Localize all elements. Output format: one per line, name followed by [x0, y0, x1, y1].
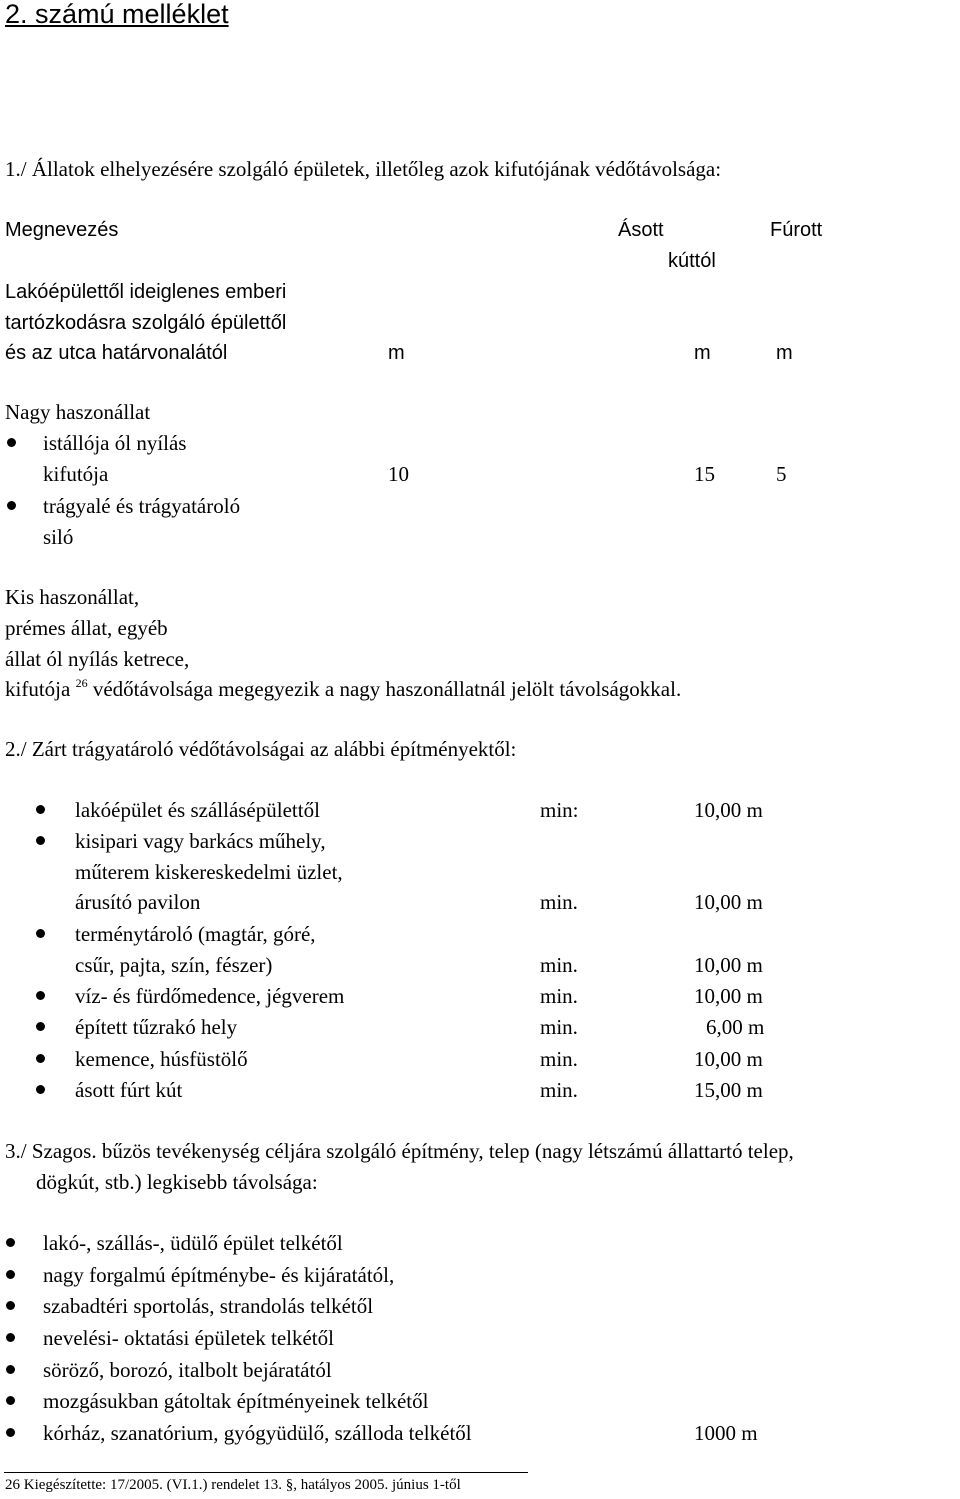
section2-item-label: lakóépület és szállásépülettől — [75, 798, 320, 822]
section3-item: kórház, szanatórium, gyógyüdülő, szálloda telkétől — [43, 1421, 472, 1445]
row3-line: prémes állat, egyéb — [5, 616, 168, 640]
header-megnevezes: Megnevezés — [5, 219, 119, 241]
row3-last-rest: védőtávolsága megegyezik a nagy haszonállatnál jelölt távolságokkal. — [92, 677, 682, 701]
footnote-separator — [4, 1472, 528, 1473]
row2-title: Nagy haszonállat — [5, 400, 151, 424]
bullet-icon — [36, 1022, 45, 1031]
section2-item-min: min. — [540, 1078, 578, 1102]
bullet-icon — [36, 991, 45, 1000]
section3-item: lakó-, szállás-, üdülő épület telkétől — [43, 1231, 343, 1255]
document-title: 2. számú melléklet — [5, 0, 229, 29]
footnote-ref[interactable]: 26 — [75, 676, 88, 690]
section2-item-min: min. — [540, 890, 578, 914]
row1-unit: m — [694, 342, 711, 364]
section2-item-min: min. — [540, 1015, 578, 1039]
section2-item-value: 10,00 m — [694, 984, 763, 1008]
footnote: 26 Kiegészítette: 17/2005. (VI.1.) rendelet 13. §, hatályos 2005. június 1-től — [5, 1477, 461, 1493]
section3-item: nagy forgalmú építménybe- és kijáratától, — [43, 1263, 395, 1287]
section3-item: söröző, borozó, italbolt bejáratától — [43, 1358, 332, 1382]
bullet-icon — [36, 1054, 45, 1063]
bullet-icon — [7, 501, 16, 510]
row3-last-start: kifutója — [5, 677, 71, 701]
section2-item-label: terménytároló (magtár, góré, — [75, 922, 316, 946]
bullet-icon — [36, 1085, 45, 1094]
row2-value: 5 — [776, 462, 787, 486]
section3-heading: 3./ Szagos. bűzös tevékenység céljára szolgáló építmény, telep (nagy létszámú állattartó telep, — [5, 1139, 794, 1163]
header-asott: Ásott — [618, 219, 664, 241]
row2-bullet2-line: trágyalé és trágyatároló — [43, 494, 241, 518]
section2-item-label: kisipari vagy barkács műhely, — [75, 829, 326, 853]
bullet-icon — [36, 836, 45, 845]
row3-line: állat ól nyílás ketrece, — [5, 647, 190, 671]
bullet-icon — [6, 1333, 15, 1342]
section1-heading: 1./ Állatok elhelyezésére szolgáló épületek, illetőleg azok kifutójának védőtávolsága: — [5, 157, 722, 181]
row2-value: 15 — [694, 462, 715, 486]
section2-item-value: 6,00 m — [706, 1015, 765, 1039]
bullet-icon — [36, 805, 45, 814]
bullet-icon — [6, 1365, 15, 1374]
section2-item-label: víz- és fürdőmedence, jégverem — [75, 984, 345, 1008]
row3-last-line — [5, 676, 682, 701]
row3-line: Kis haszonállat, — [5, 585, 140, 609]
section2-item-label: csűr, pajta, szín, fészer) — [75, 953, 273, 977]
section2-item-value: 10,00 m — [694, 798, 763, 822]
row2-bullet1-line: kifutója — [43, 462, 109, 486]
header-furott: Fúrott — [770, 219, 823, 241]
section2-item-label: műterem kiskereskedelmi üzlet, — [75, 860, 343, 884]
row1-line: és az utca határvonalától — [5, 342, 228, 364]
row2-bullet1-line: istállója ól nyílás — [43, 431, 187, 455]
section3-item: szabadtéri sportolás, strandolás telkétől — [43, 1294, 374, 1318]
row2-bullet2-line: siló — [43, 525, 74, 549]
section2-item-min: min. — [540, 953, 578, 977]
section2-heading: 2./ Zárt trágyatároló védőtávolságai az alábbi építményektől: — [5, 737, 517, 761]
header-kuttol: kúttól — [668, 250, 716, 272]
section2-item-value: 10,00 m — [694, 953, 763, 977]
bullet-icon — [6, 1238, 15, 1247]
bullet-icon — [36, 929, 45, 938]
section2-item-min: min: — [540, 798, 579, 822]
section3-heading-cont: dögkút, stb.) legkisebb távolsága: — [36, 1170, 318, 1194]
row1-line: tartózkodásra szolgáló épülettől — [5, 312, 287, 334]
section2-item-label: árusító pavilon — [75, 890, 201, 914]
row1-unit: m — [388, 342, 405, 364]
bullet-icon — [6, 1270, 15, 1279]
section2-item-min: min. — [540, 1047, 578, 1071]
row1-unit: m — [776, 342, 793, 364]
bullet-icon — [6, 1301, 15, 1310]
row1-line: Lakóépülettől ideiglenes emberi — [5, 281, 287, 303]
section3-item: nevelési- oktatási épületek telkétől — [43, 1326, 334, 1350]
section2-item-min: min. — [540, 984, 578, 1008]
section2-item-value: 10,00 m — [694, 890, 763, 914]
section3-item: mozgásukban gátoltak építményeinek telkétől — [43, 1389, 429, 1413]
bullet-icon — [7, 438, 16, 447]
section2-item-value: 10,00 m — [694, 1047, 763, 1071]
section3-value: 1000 m — [694, 1421, 758, 1445]
section2-item-label: kemence, húsfüstölő — [75, 1047, 248, 1071]
bullet-icon — [6, 1396, 15, 1405]
section2-item-label: épített tűzrakó hely — [75, 1015, 238, 1039]
section2-item-label: ásott fúrt kút — [75, 1078, 183, 1102]
bullet-icon — [6, 1428, 15, 1437]
section2-item-value: 15,00 m — [694, 1078, 763, 1102]
row2-value: 10 — [388, 462, 409, 486]
